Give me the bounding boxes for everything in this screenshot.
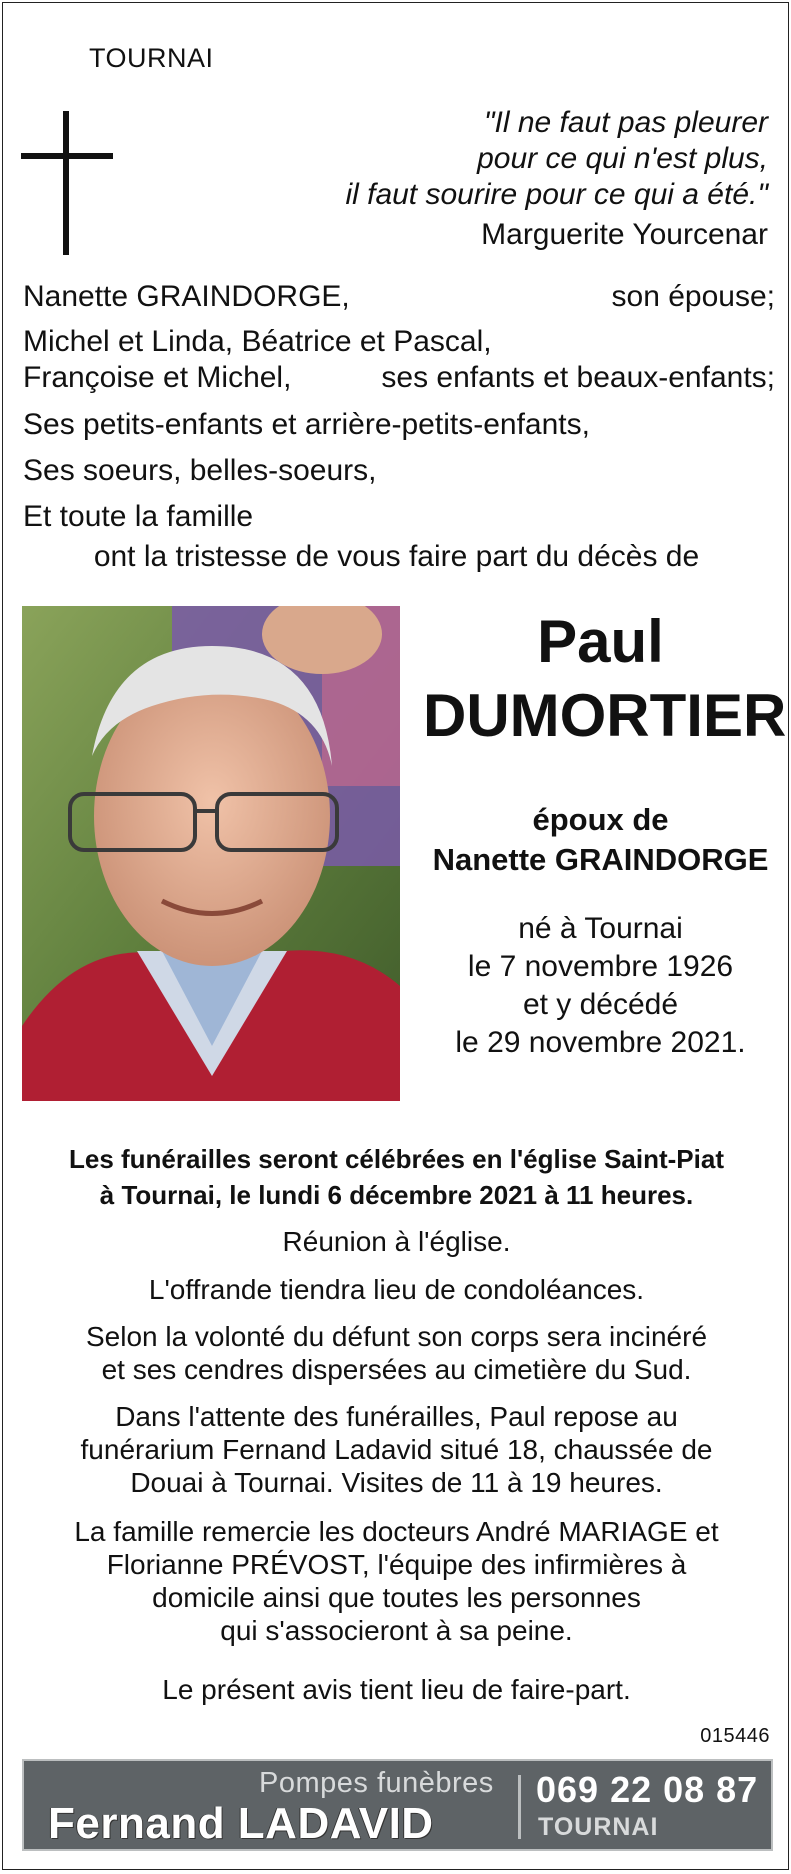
children-role: ses enfants et beaux-enfants;: [381, 361, 775, 394]
banner-subtitle: Pompes funèbres: [259, 1767, 494, 1799]
quote: [345, 105, 768, 213]
rest-line: funérarium Fernand Ladavid situé 18, chaussée de: [80, 1434, 713, 1465]
quote-line: il faut sourire pour ce qui a été.": [345, 178, 768, 211]
funeral-line: Les funérailles seront célébrées en l'église Saint-Piat: [68, 1144, 724, 1174]
spouse-label: époux de: [532, 802, 669, 837]
cremation-line: Selon la volonté du défunt son corps sera incinéré: [85, 1321, 708, 1352]
banner-divider: [518, 1775, 521, 1839]
sisters-line: Ses soeurs, belles-soeurs,: [23, 454, 377, 487]
life-dates: [423, 910, 778, 1062]
thanks-line: qui s'associeront à sa peine.: [220, 1615, 573, 1646]
children-names: Françoise et Michel,: [23, 361, 292, 394]
rest-line: Dans l'attente des funérailles, Paul repose au: [115, 1401, 678, 1432]
birth-place: né à Tournai: [518, 912, 683, 945]
deceased-portrait: [22, 606, 400, 1101]
announcement: ont la tristesse de vous faire part du décès de: [93, 540, 700, 573]
rest-info: [3, 1400, 789, 1499]
cross-icon: [21, 111, 113, 255]
quote-author: Marguerite Yourcenar: [481, 218, 768, 251]
offering-info: L'offrande tiendra lieu de condoléances.: [148, 1274, 645, 1305]
banner-city: TOURNAI: [538, 1813, 659, 1841]
spouse-full-name: Nanette GRAINDORGE: [432, 842, 769, 877]
death-date: le 29 novembre 2021.: [455, 1026, 746, 1059]
thanks-info: [3, 1515, 789, 1647]
death-place: et y décédé: [522, 988, 679, 1021]
family-spouse-line: [23, 279, 775, 315]
rest-line: Douai à Tournai. Visites de 11 à 19 heures.: [130, 1467, 663, 1498]
quote-line: "Il ne faut pas pleurer: [483, 106, 768, 139]
grandchildren-line: Ses petits-enfants et arrière-petits-enfants,: [23, 408, 590, 441]
notice-info: Le présent avis tient lieu de faire-part.: [162, 1674, 631, 1705]
city-header: TOURNAI: [89, 43, 214, 73]
thanks-line: Florianne PRÉVOST, l'équipe des infirmières à: [106, 1549, 687, 1580]
funeral-home-banner: [22, 1759, 773, 1851]
last-name: DUMORTIER: [423, 682, 787, 749]
spouse-role: son épouse;: [611, 280, 775, 313]
cremation-info: [3, 1320, 789, 1386]
funeral-line: à Tournai, le lundi 6 décembre 2021 à 11 heures.: [99, 1180, 694, 1210]
quote-line: pour ce qui n'est plus,: [477, 142, 768, 175]
deceased-spouse: [423, 800, 778, 880]
reference-number: 015446: [700, 1725, 770, 1747]
meeting-info: Réunion à l'église.: [282, 1226, 511, 1257]
banner-phone: 069 22 08 87: [536, 1769, 759, 1810]
cremation-line: et ses cendres dispersées au cimetière du Sud.: [101, 1354, 692, 1385]
obituary-notice: [2, 2, 789, 1870]
family-line: Et toute la famille: [23, 500, 254, 533]
banner-brand: Fernand LADAVID: [48, 1799, 434, 1848]
spouse-name: Nanette GRAINDORGE,: [23, 280, 350, 313]
children-line-1: Michel et Linda, Béatrice et Pascal,: [23, 325, 492, 358]
birth-date: le 7 novembre 1926: [467, 950, 734, 983]
children-line-2: [23, 360, 775, 396]
funeral-announcement: [3, 1141, 789, 1213]
first-name: Paul: [537, 608, 664, 675]
thanks-line: La famille remercie les docteurs André MARIAGE et: [74, 1516, 719, 1547]
deceased-name: [423, 605, 787, 753]
thanks-line: domicile ainsi que toutes les personnes: [152, 1582, 641, 1613]
